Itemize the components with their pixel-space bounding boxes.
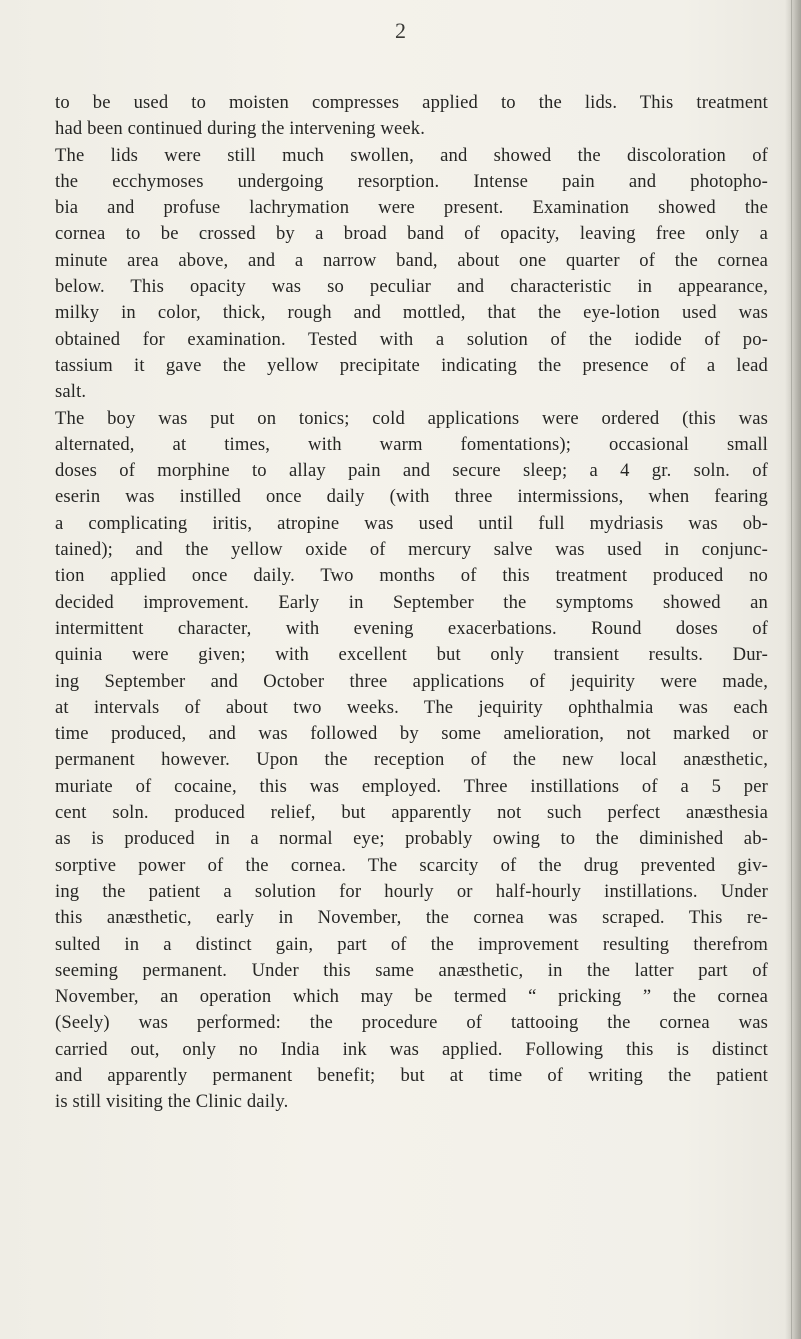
text-line: tion applied once daily. Two months of this treatment produced no bbox=[55, 565, 768, 587]
text-line: alternated, at times, with warm fomentations); occasional small bbox=[55, 433, 768, 455]
text-line: minute area above, and a narrow band, about one quarter of the cornea bbox=[55, 249, 768, 271]
body-text bbox=[55, 90, 768, 1116]
text-line: tassium it gave the yellow precipitate indicating the presence of a lead bbox=[55, 354, 768, 376]
text-line: a complicating iritis, atropine was used until full mydriasis was ob- bbox=[55, 512, 768, 534]
text-line: ing September and October three applications of jequirity were made, bbox=[55, 670, 768, 692]
text-line: muriate of cocaine, this was employed. Three instillations of a 5 per bbox=[55, 775, 768, 797]
text-line: this anæsthetic, early in November, the cornea was scraped. This re- bbox=[55, 907, 768, 929]
text-line: carried out, only no India ink was applied. Following this is distinct bbox=[55, 1038, 768, 1060]
text-line: quinia were given; with excellent but only transient results. Dur- bbox=[55, 644, 768, 666]
text-line: permanent however. Upon the reception of the new local anæsthetic, bbox=[55, 749, 768, 771]
text-line: sorptive power of the cornea. The scarcity of the drug prevented giv- bbox=[55, 854, 768, 876]
text-line: doses of morphine to allay pain and secure sleep; a 4 gr. soln. of bbox=[55, 460, 768, 482]
text-line: ing the patient a solution for hourly or half-hourly instillations. Under bbox=[55, 880, 768, 902]
text-line: milky in color, thick, rough and mottled, that the eye-lotion used was bbox=[55, 302, 768, 324]
text-line: to be used to moisten compresses applied to the lids. This treatment bbox=[55, 92, 768, 113]
text-line: at intervals of about two weeks. The jequirity ophthalmia was each bbox=[55, 696, 768, 718]
page-number: 2 bbox=[395, 18, 406, 43]
text-line: eserin was instilled once daily (with three intermissions, when fearing bbox=[55, 486, 768, 508]
text-line: The lids were still much swollen, and showed the discoloration of bbox=[55, 144, 768, 166]
text-line: is still visiting the Clinic daily. bbox=[55, 1091, 289, 1113]
text-line: salt. bbox=[55, 381, 87, 403]
text-line: as is produced in a normal eye; probably owing to the diminished ab- bbox=[55, 828, 768, 850]
text-line: intermittent character, with evening exacerbations. Round doses of bbox=[55, 617, 768, 639]
text-line: and apparently permanent benefit; but at time of writing the patient bbox=[55, 1064, 768, 1086]
text-line: The boy was put on tonics; cold applications were ordered (this was bbox=[55, 407, 768, 429]
text-line: below. This opacity was so peculiar and characteristic in appearance, bbox=[55, 276, 768, 298]
text-line: sulted in a distinct gain, part of the improvement resulting therefrom bbox=[55, 933, 768, 955]
text-line: November, an operation which may be termed “ pricking ” the cornea bbox=[55, 986, 768, 1008]
text-line: (Seely) was performed: the procedure of tattooing the cornea was bbox=[55, 1012, 768, 1034]
text-line: bia and profuse lachrymation were present. Examination showed the bbox=[55, 197, 768, 219]
text-line: time produced, and was followed by some amelioration, not marked or bbox=[55, 723, 768, 745]
text-line: had been continued during the intervening week. bbox=[55, 118, 426, 140]
page-edge-shadow bbox=[785, 0, 801, 1339]
text-line: decided improvement. Early in September the symptoms showed an bbox=[55, 591, 768, 613]
text-line: obtained for examination. Tested with a solution of the iodide of po- bbox=[55, 328, 768, 350]
text-line: tained); and the yellow oxide of mercury salve was used in conjunc- bbox=[55, 539, 768, 561]
text-line: cent soln. produced relief, but apparently not such perfect anæsthesia bbox=[55, 802, 768, 824]
text-line: seeming permanent. Under this same anæsthetic, in the latter part of bbox=[55, 959, 768, 981]
text-line: cornea to be crossed by a broad band of opacity, leaving free only a bbox=[55, 223, 768, 245]
text-line: the ecchymoses undergoing resorption. Intense pain and photopho- bbox=[55, 170, 768, 192]
page-edge-line bbox=[791, 0, 792, 1339]
